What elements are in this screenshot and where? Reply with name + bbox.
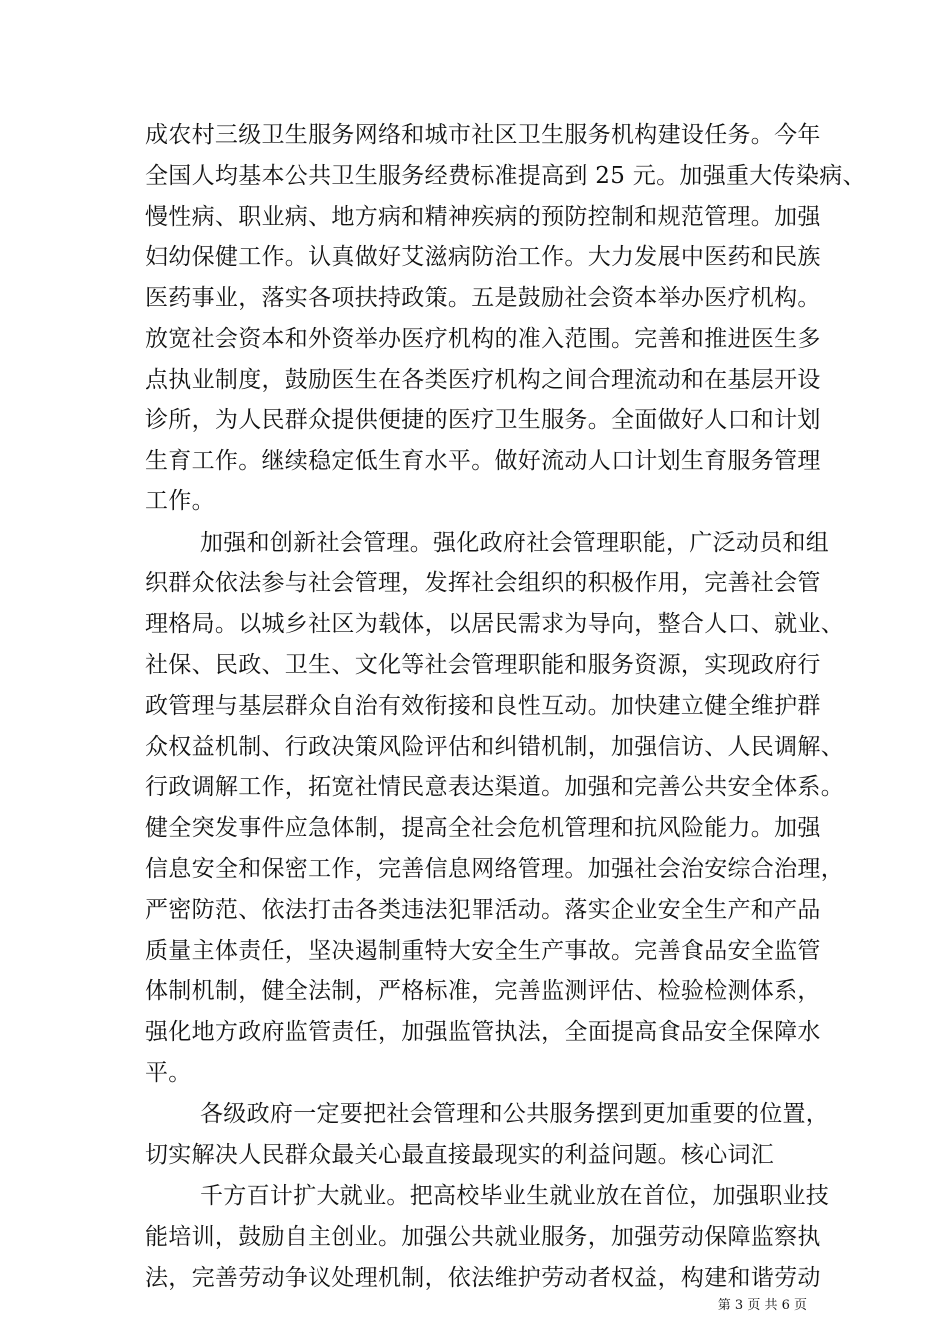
text-line: 点执业制度，鼓励医生在各类医疗机构之间合理流动和在基层开设 — [145, 367, 821, 393]
text-line: 工作。 — [145, 488, 215, 514]
text-line: 政管理与基层群众自治有效衔接和良性互动。加快建立健全维护群 — [145, 693, 821, 719]
text-line: 理格局。以城乡社区为载体，以居民需求为导向，整合人口、就业、 — [145, 611, 844, 637]
text-line: 医药事业，落实各项扶持政策。五是鼓励社会资本举办医疗机构。 — [145, 285, 821, 311]
text-line: 行政调解工作，拓宽社情民意表达渠道。加强和完善公共安全体系。 — [145, 774, 844, 800]
text-line: 诊所，为人民群众提供便捷的医疗卫生服务。全面做好人口和计划 — [145, 407, 821, 433]
paragraph-first-line: 加强和创新社会管理。强化政府社会管理职能，广泛动员和组 — [200, 530, 830, 556]
text-line: 切实解决人民群众最关心最直接最现实的利益问题。核心词汇 — [145, 1142, 775, 1168]
text-line: 强化地方政府监管责任，加强监管执法，全面提高食品安全保障水 — [145, 1019, 821, 1045]
paragraph-first-line: 千方百计扩大就业。把高校毕业生就业放在首位，加强职业技 — [200, 1183, 830, 1209]
page-number-footer: 第 3 页 共 6 页 — [717, 1298, 807, 1313]
text-line: 慢性病、职业病、地方病和精神疾病的预防控制和规范管理。加强 — [145, 204, 821, 230]
text-line: 织群众依法参与社会管理，发挥社会组织的积极作用，完善社会管 — [145, 570, 821, 596]
text-line: 健全突发事件应急体制，提高全社会危机管理和抗风险能力。加强 — [145, 815, 821, 841]
text-line: 体制机制，健全法制，严格标准，完善监测评估、检验检测体系， — [145, 978, 821, 1004]
text-line: 妇幼保健工作。认真做好艾滋病防治工作。大力发展中医药和民族 — [145, 244, 821, 270]
text-line: 能培训，鼓励自主创业。加强公共就业服务，加强劳动保障监察执 — [145, 1224, 821, 1250]
text-line: 平。 — [145, 1060, 192, 1086]
text-line: 生育工作。继续稳定低生育水平。做好流动人口计划生育服务管理 — [145, 448, 821, 474]
text-line: 成农村三级卫生服务网络和城市社区卫生服务机构建设任务。今年 — [145, 122, 821, 148]
text-line: 众权益机制、行政决策风险评估和纠错机制，加强信访、人民调解、 — [145, 734, 844, 760]
text-line: 严密防范、依法打击各类违法犯罪活动。落实企业安全生产和产品 — [145, 897, 821, 923]
text-line: 法，完善劳动争议处理机制，依法维护劳动者权益，构建和谐劳动 — [145, 1265, 821, 1291]
paragraph-first-line: 各级政府一定要把社会管理和公共服务摆到更加重要的位置， — [200, 1101, 830, 1127]
text-line: 全国人均基本公共卫生服务经费标准提高到 25 元。加强重大传染病、 — [145, 163, 866, 189]
text-line: 质量主体责任，坚决遏制重特大安全生产事故。完善食品安全监管 — [145, 938, 821, 964]
text-line: 信息安全和保密工作，完善信息网络管理。加强社会治安综合治理， — [145, 856, 844, 882]
text-line: 社保、民政、卫生、文化等社会管理职能和服务资源，实现政府行 — [145, 652, 821, 678]
text-line: 放宽社会资本和外资举办医疗机构的准入范围。完善和推进医生多 — [145, 326, 821, 352]
